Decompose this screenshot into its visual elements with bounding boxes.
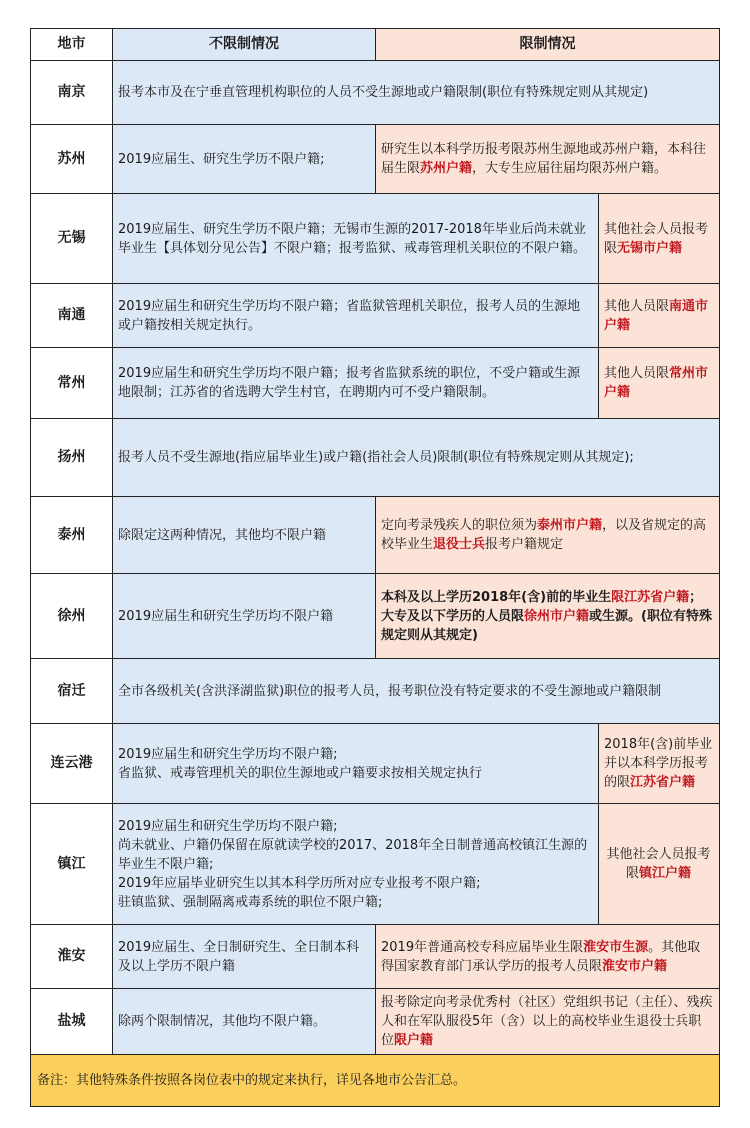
highlight-text: 淮安市户籍 xyxy=(602,958,668,974)
text-line: 2019年应届毕业研究生以其本科学历所对应专业报考不限户籍; xyxy=(118,875,481,891)
highlight-text: 苏州户籍 xyxy=(420,161,473,176)
text-line: 2019应届生和研究生学历均不限户籍; xyxy=(118,818,338,834)
restricted-cell xyxy=(599,724,719,803)
table-header xyxy=(30,28,720,61)
unrestricted-cell xyxy=(113,284,599,347)
highlight-text: 镇江户籍 xyxy=(639,866,692,881)
text-part: ，以及省规定的高校毕业生 xyxy=(381,518,707,552)
cell-text: 2019应届生和研究生学历均不限户籍 xyxy=(118,608,334,624)
highlight-text: 限户籍 xyxy=(394,1033,434,1048)
city-label: 徐州 xyxy=(31,574,113,658)
cell-text xyxy=(604,845,713,883)
cell-text xyxy=(381,516,713,554)
city-label: 南通 xyxy=(31,284,113,347)
highlight-text: 徐州市户籍 xyxy=(524,608,590,624)
text-line: 驻镇监狱、强制隔离戒毒系统的职位不限户籍; xyxy=(118,894,383,910)
city-label: 连云港 xyxy=(31,724,113,803)
highlight-text: 江苏省户籍 xyxy=(630,775,696,790)
highlight-text: 淮安市生源 xyxy=(583,939,649,955)
cell-text: 全市各级机关(含洪泽湖监狱)职位的报考人员，报考职位没有特定要求的不受生源地或户籍限制 xyxy=(118,683,662,699)
restricted-cell xyxy=(376,497,719,573)
cell-text: 除限定这两种情况，其他均不限户籍 xyxy=(118,527,327,543)
header-city: 地市 xyxy=(31,29,113,60)
table-row-changzhou xyxy=(30,348,720,419)
text-part: 报考户籍规定 xyxy=(485,537,564,552)
cell-text xyxy=(604,297,713,335)
table-row-lianyungang xyxy=(30,724,720,804)
restricted-cell xyxy=(376,989,719,1054)
cell-text xyxy=(118,817,592,912)
unrestricted-cell xyxy=(113,348,599,418)
text-line: 尚未就业、户籍仍保留在原就读学校的2017、2018年全日制普通高校镇江生源的毕业生不限户籍; xyxy=(118,837,588,872)
text-part: 或生源。(职位有特殊规定则从其规定) xyxy=(381,608,712,643)
highlight-text: 常州市户籍 xyxy=(604,366,709,400)
table-row-zhenjiang xyxy=(30,804,720,925)
cell-text xyxy=(118,745,482,783)
city-label: 南京 xyxy=(31,61,113,124)
text-part: 。其他取得国家教育部门承认学历的报考人员限 xyxy=(381,939,701,974)
cell-text: 2019应届生和研究生学历均不限户籍；省监狱管理机关职位，报考人员的生源地或户籍按相关规定执行。 xyxy=(118,298,581,333)
unrestricted-cell xyxy=(113,574,376,658)
cell-text: 除两个限制情况，其他均不限户籍。 xyxy=(118,1014,327,1029)
restricted-cell xyxy=(376,574,719,658)
restricted-cell xyxy=(376,125,719,193)
table-row-yancheng xyxy=(30,989,720,1055)
text-part: 其他人员限 xyxy=(604,366,670,381)
footnote-row xyxy=(30,1055,720,1107)
cell-text xyxy=(604,220,713,258)
cell-text: 2019应届生、研究生学历不限户籍；无锡市生源的2017-2018年毕业后尚未就业毕业生【具体划分见公告】不限户籍；报考监狱、戒毒管理机关职位的不限户籍。 xyxy=(118,221,587,256)
text-part: 2019年普通高校专科应届毕业生限 xyxy=(381,939,584,955)
city-label: 镇江 xyxy=(31,804,113,924)
city-label: 无锡 xyxy=(31,194,113,283)
text-part: 本科及以上学历2018年(含)前的毕业生 xyxy=(381,589,612,605)
unrestricted-cell xyxy=(113,659,719,723)
text-line: 2019应届生和研究生学历均不限户籍; xyxy=(118,746,338,762)
text-part: 其他人员限 xyxy=(604,298,670,314)
highlight-text: 无锡市户籍 xyxy=(617,240,683,256)
footnote-text: 备注：其他特殊条件按照各岗位表中的规定来执行，详见各地市公告汇总。 xyxy=(37,1073,467,1088)
household-restriction-table xyxy=(30,28,720,1107)
city-label: 宿迁 xyxy=(31,659,113,723)
cell-text: 报考本市及在宁垂直管理机构职位的人员不受生源地或户籍限制(职位有特殊规定则从其规定) xyxy=(118,85,649,100)
table-row-taizhou xyxy=(30,497,720,574)
table-row-suqian xyxy=(30,659,720,724)
cell-text: 2019应届生、研究生学历不限户籍; xyxy=(118,151,325,167)
header-restricted: 限制情况 xyxy=(376,29,719,60)
table-row-nanjing xyxy=(30,61,720,125)
cell-text xyxy=(381,993,713,1050)
restricted-cell xyxy=(599,194,719,283)
highlight-text: 限江苏省户籍 xyxy=(611,589,690,605)
text-part: 2018年(含)前毕业并以本科学历报考的限 xyxy=(604,737,713,790)
cell-text xyxy=(604,735,713,792)
table-row-nantong xyxy=(30,284,720,348)
table-row-wuxi xyxy=(30,194,720,284)
restricted-cell xyxy=(376,925,719,988)
unrestricted-cell xyxy=(113,497,376,573)
text-part: 研究生以本科学历报考限苏州生源地或苏州户籍，本科往届生限 xyxy=(381,142,707,176)
unrestricted-cell xyxy=(113,194,599,283)
restricted-cell xyxy=(599,804,719,924)
city-label: 扬州 xyxy=(31,419,113,496)
city-label: 淮安 xyxy=(31,925,113,988)
city-label: 盐城 xyxy=(31,989,113,1054)
table-row-suzhou xyxy=(30,125,720,194)
unrestricted-cell xyxy=(113,804,599,924)
text-part: ；大专及以下学历的人员限 xyxy=(381,589,703,624)
text-part: ，大专生应届往届均限苏州户籍。 xyxy=(472,161,668,176)
unrestricted-cell xyxy=(113,61,719,124)
text-part: 定向考录残疾人的职位须为 xyxy=(381,518,538,533)
restricted-cell xyxy=(599,284,719,347)
cell-text xyxy=(381,140,713,178)
restricted-cell xyxy=(599,348,719,418)
unrestricted-cell xyxy=(113,925,376,988)
highlight-text: 泰州市户籍 xyxy=(537,518,603,533)
cell-text xyxy=(381,588,713,645)
cell-text xyxy=(604,364,713,402)
text-part: 报考除定向考录优秀村（社区）党组织书记（主任）、残疾人和在军队服役5年（含）以上的高校毕业生退役士兵职位 xyxy=(381,995,713,1048)
highlight-text: 退役士兵 xyxy=(433,537,486,552)
highlight-text: 南通市户籍 xyxy=(604,298,709,333)
text-part: 其他社会人员报考限 xyxy=(606,847,711,881)
unrestricted-cell xyxy=(113,419,719,496)
table-row-huaian xyxy=(30,925,720,989)
text-line: 省监狱、戒毒管理机关的职位生源地或户籍要求按相关规定执行 xyxy=(118,765,483,781)
unrestricted-cell xyxy=(113,724,599,803)
table-row-yangzhou xyxy=(30,419,720,497)
city-label: 苏州 xyxy=(31,125,113,193)
unrestricted-cell xyxy=(113,989,376,1054)
text-part: 其他社会人员报考限 xyxy=(604,221,709,256)
table-row-xuzhou xyxy=(30,574,720,659)
unrestricted-cell xyxy=(113,125,376,193)
cell-text: 2019应届生、全日制研究生、全日制本科及以上学历不限户籍 xyxy=(118,939,360,974)
cell-text: 2019应届生和研究生学历均不限户籍；报考省监狱系统的职位，不受户籍或生源地限制；江苏省的省选聘大学生村官，在聘期内可不受户籍限制。 xyxy=(118,366,581,400)
header-unrestricted: 不限制情况 xyxy=(113,29,376,60)
cell-text: 报考人员不受生源地(指应届毕业生)或户籍(指社会人员)限制(职位有特殊规定则从其规定); xyxy=(118,450,634,465)
cell-text xyxy=(381,938,713,976)
city-label: 常州 xyxy=(31,348,113,418)
city-label: 泰州 xyxy=(31,497,113,573)
